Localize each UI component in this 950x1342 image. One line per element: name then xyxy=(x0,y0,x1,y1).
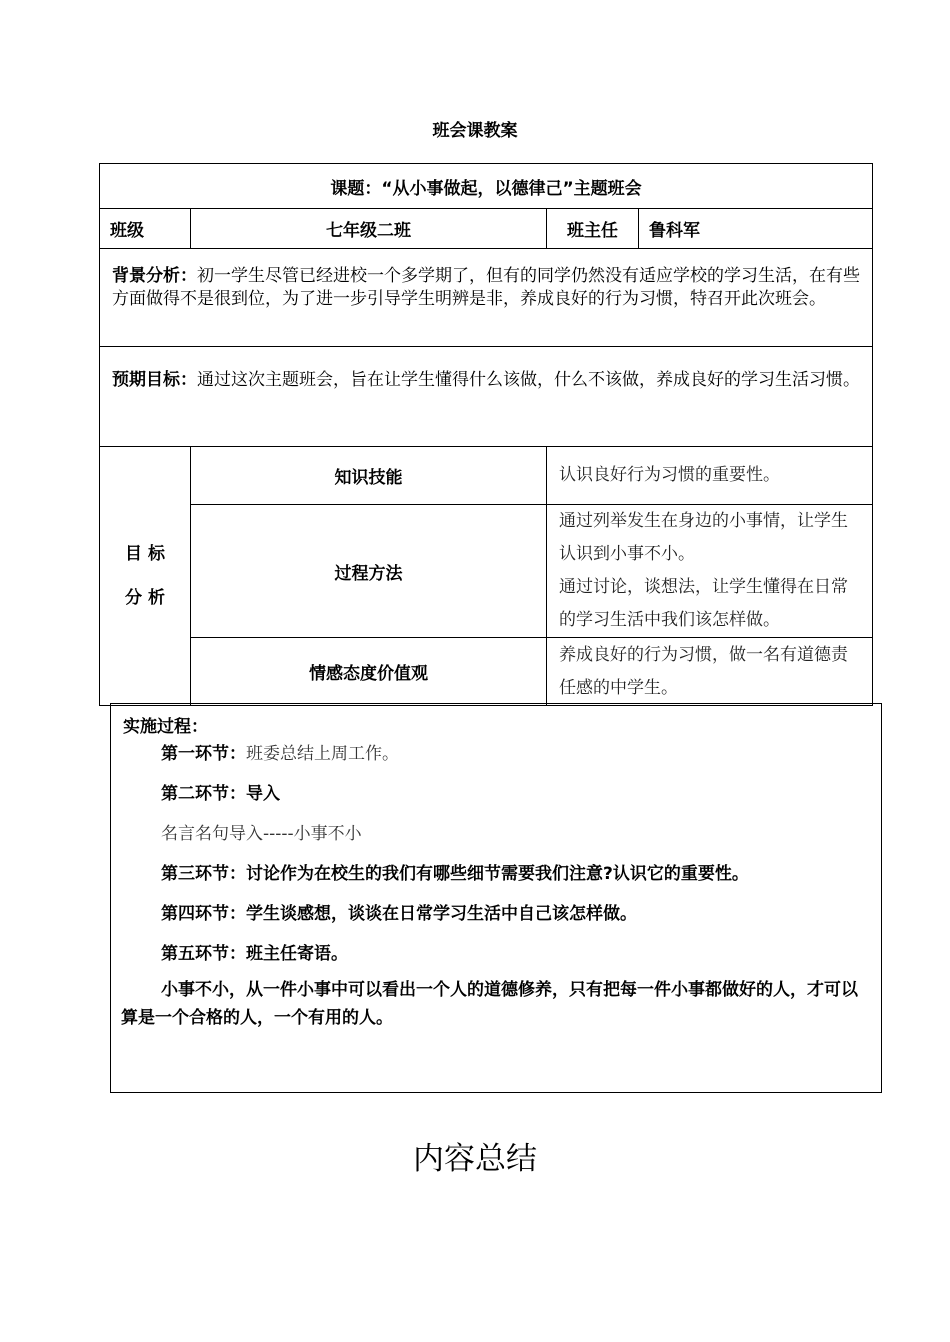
step-2: 第二环节：导入 xyxy=(161,784,280,804)
background-text: 初一学生尽管已经进校一个多学期了，但有的同学仍然没有适应学校的学习生活，在有些方面做得不是很到位，为了进一步引导学生明辨是非，养成良好的行为习惯，特召开此次班会。 xyxy=(112,266,860,309)
teacher-label: 班主任 xyxy=(547,209,639,249)
step-4: 第四环节：学生谈感想，谈谈在日常学习生活中自己该怎样做。 xyxy=(161,904,637,924)
objective-row-emotion xyxy=(100,638,873,706)
lesson-plan-table xyxy=(99,163,873,706)
objective-row-knowledge xyxy=(100,447,873,505)
step-2-sub: 名言名句导入-----小事不小 xyxy=(161,824,362,844)
summary-heading: 内容总结 xyxy=(413,1141,537,1177)
teacher-value: 鲁科军 xyxy=(639,209,873,249)
lesson-topic: 课题：“从小事做起，以德律己”主题班会 xyxy=(100,164,873,209)
class-value: 七年级二班 xyxy=(191,209,547,249)
background-row xyxy=(100,249,873,347)
background-label: 背景分析： xyxy=(112,266,197,286)
objective-row-process xyxy=(100,505,873,638)
class-row xyxy=(100,209,873,249)
document-title: 班会课教案 xyxy=(432,121,518,141)
topic-row xyxy=(100,164,873,209)
objective-name: 知识技能 xyxy=(191,447,547,505)
step-list xyxy=(161,734,871,974)
class-label: 班级 xyxy=(100,209,191,249)
objective-analysis-label: 目 标 分 析 xyxy=(100,447,191,706)
step-1: 第一环节：班委总结上周工作。 xyxy=(161,744,399,764)
objective-name: 过程方法 xyxy=(191,505,547,638)
goal-label: 预期目标： xyxy=(112,370,197,390)
objective-desc: 通过列举发生在身边的小事情，让学生认识到小事不小。 通过讨论，谈想法，让学生懂得在日常的学习生活中我们该怎样做。 xyxy=(547,505,873,638)
step-5: 第五环节：班主任寄语。 xyxy=(161,944,348,964)
implementation-box xyxy=(110,703,882,1093)
teacher-message: 小事不小，从一件小事中可以看出一个人的道德修养，只有把每一件小事都做好的人，才可以算是一个合格的人，一个有用的人。 xyxy=(121,980,858,1028)
objective-desc: 养成良好的行为习惯，做一名有道德责任感的中学生。 xyxy=(547,638,873,706)
objective-desc: 认识良好行为习惯的重要性。 xyxy=(547,447,873,505)
background-cell xyxy=(100,249,873,347)
goal-row xyxy=(100,347,873,447)
implementation-title: 实施过程： xyxy=(123,717,208,737)
objective-name: 情感态度价值观 xyxy=(191,638,547,706)
step-3: 第三环节：讨论作为在校生的我们有哪些细节需要我们注意?认识它的重要性。 xyxy=(161,864,749,884)
goal-text: 通过这次主题班会，旨在让学生懂得什么该做，什么不该做，养成良好的学习生活习惯。 xyxy=(197,370,860,390)
goal-cell xyxy=(100,347,873,447)
